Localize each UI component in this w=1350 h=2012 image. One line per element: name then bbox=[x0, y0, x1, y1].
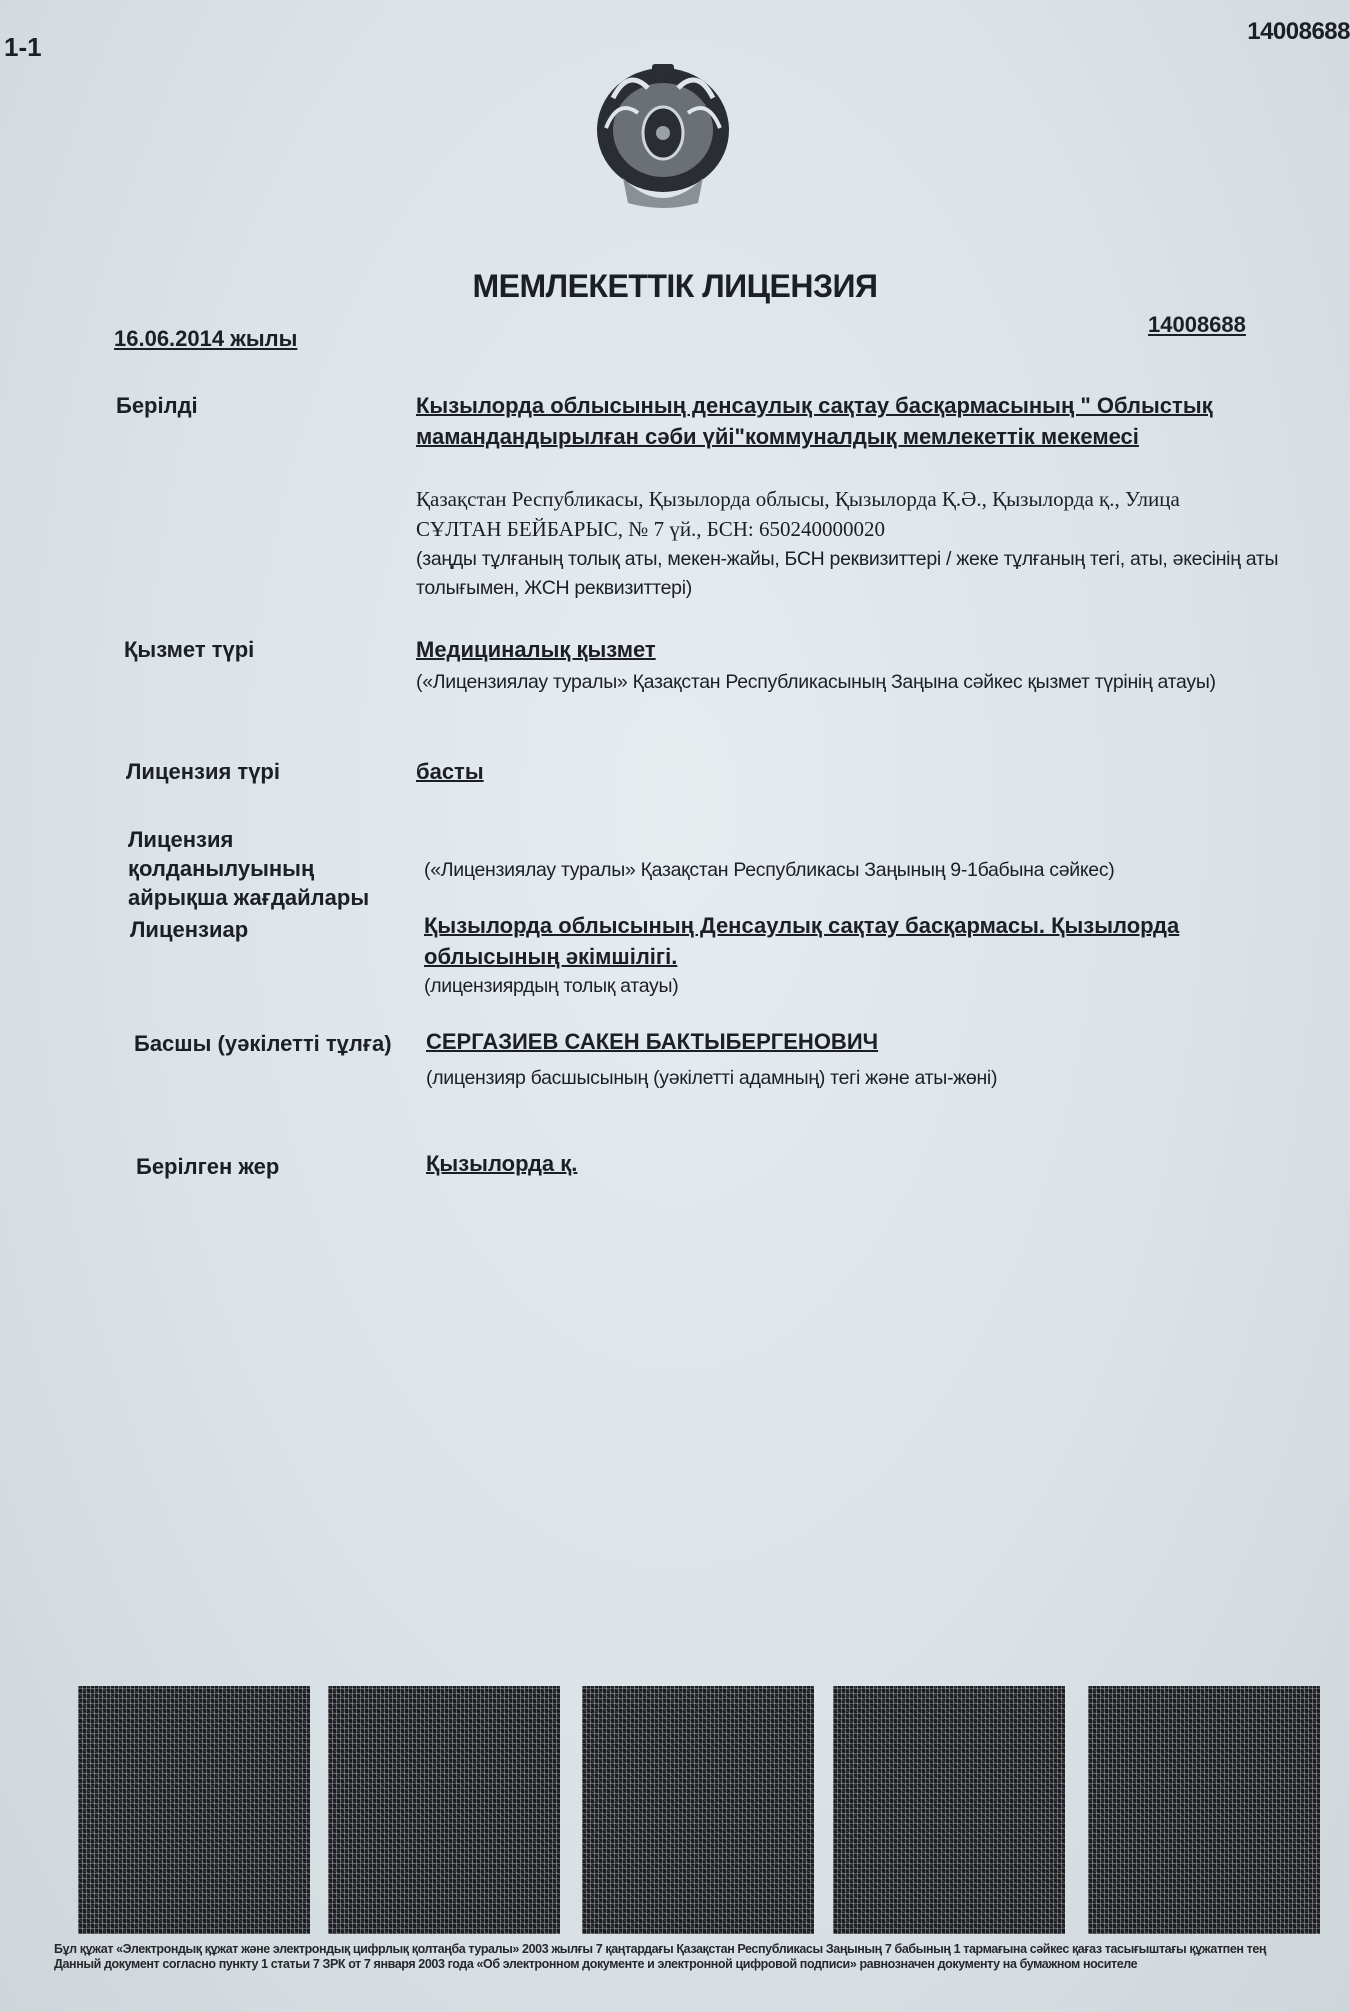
state-emblem-icon bbox=[588, 58, 738, 213]
barcode-icon-2 bbox=[328, 1686, 560, 1934]
issued-to-address-line2: СҰЛТАН БЕЙБАРЫС, № 7 үй., БСН: 650240000020 bbox=[416, 517, 885, 541]
page-mark-left: 1-1 bbox=[4, 32, 42, 62]
place-label: Берілген жер bbox=[136, 1154, 280, 1179]
issue-date: 16.06.2014 жылы bbox=[114, 326, 298, 351]
special-conditions-note: («Лицензиялау туралы» Қазақстан Республикасы Заңының 9-1бабына сәйкес) bbox=[424, 859, 1115, 881]
licensor-label: Лицензиар bbox=[130, 917, 249, 942]
license-type-label: Лицензия түрі bbox=[126, 759, 280, 784]
issued-to-value: Кызылорда облысының денсаулық сақтау басқармасының " Облыстық мамандандырылған сәби үйі"коммуналдық мемлекеттік мекемесі bbox=[416, 393, 1213, 449]
footer-line-russian: Данный документ согласно пункту 1 статьи 7 ЗРК от 7 января 2003 года «Об электронном документе и электронной цифровой подписи» равнозначен документу на бумажном носителе bbox=[54, 1957, 1138, 1971]
licensor-value: Қызылорда облысының Денсаулық сақтау басқармасы. Қызылорда облысының әкімшілігі. bbox=[424, 913, 1180, 969]
issued-to-label: Берілді bbox=[116, 393, 198, 418]
head-value: СЕРГАЗИЕВ САКЕН БАКТЫБЕРГЕНОВИЧ bbox=[426, 1029, 879, 1054]
legal-footer bbox=[54, 1942, 1267, 1972]
activity-type-value: Медициналық қызмет bbox=[416, 637, 656, 662]
activity-type-label: Қызмет түрі bbox=[124, 637, 255, 662]
special-conditions-label: Лицензия қолданылуының айрықша жағдайлары bbox=[128, 827, 370, 910]
license-type-value: басты bbox=[416, 759, 484, 784]
barcode-icon-4 bbox=[833, 1686, 1065, 1934]
document-title: МЕМЛЕКЕТТІК ЛИЦЕНЗИЯ bbox=[472, 268, 878, 304]
licensor-note: (лицензиярдың толық атауы) bbox=[424, 975, 679, 997]
footer-line-kazakh: Бұл құжат «Электрондық құжат және электрондық цифрлық қолтаңба туралы» 2003 жылғы 7 қаңтардағы Қазақстан Республикасы Заңының 7 бабының 1 тармағына сәйкес қағаз тасығыштағы құжатпен тең bbox=[54, 1942, 1267, 1956]
head-label: Басшы (уәкілетті тұлға) bbox=[134, 1031, 392, 1056]
barcode-icon-5 bbox=[1088, 1686, 1320, 1934]
license-number: 14008688 bbox=[1148, 312, 1246, 337]
barcode-strip bbox=[78, 1686, 1333, 1936]
page-mark-right: 14008688 bbox=[1247, 18, 1350, 45]
head-note: (лицензияр басшысының (уәкілетті адамның) тегі және аты-жөні) bbox=[426, 1067, 998, 1089]
issued-to-address-line1: Қазақстан Республикасы, Қызылорда облысы, Қызылорда Қ.Ә., Қызылорда қ., Улица bbox=[416, 487, 1180, 511]
barcode-icon-1 bbox=[78, 1686, 310, 1934]
issued-to-note: (заңды тұлғаның толық аты, мекен-жайы, БСН реквизиттері / жеке тұлғаның тегі, аты, әкесінің аты толығымен, ЖСН реквизиттері) bbox=[416, 548, 1279, 599]
activity-type-note: («Лицензиялау туралы» Қазақстан Республикасының Заңына сәйкес қызмет түрінің атауы) bbox=[416, 671, 1216, 693]
barcode-icon-3 bbox=[582, 1686, 814, 1934]
place-value: Қызылорда қ. bbox=[426, 1151, 578, 1176]
